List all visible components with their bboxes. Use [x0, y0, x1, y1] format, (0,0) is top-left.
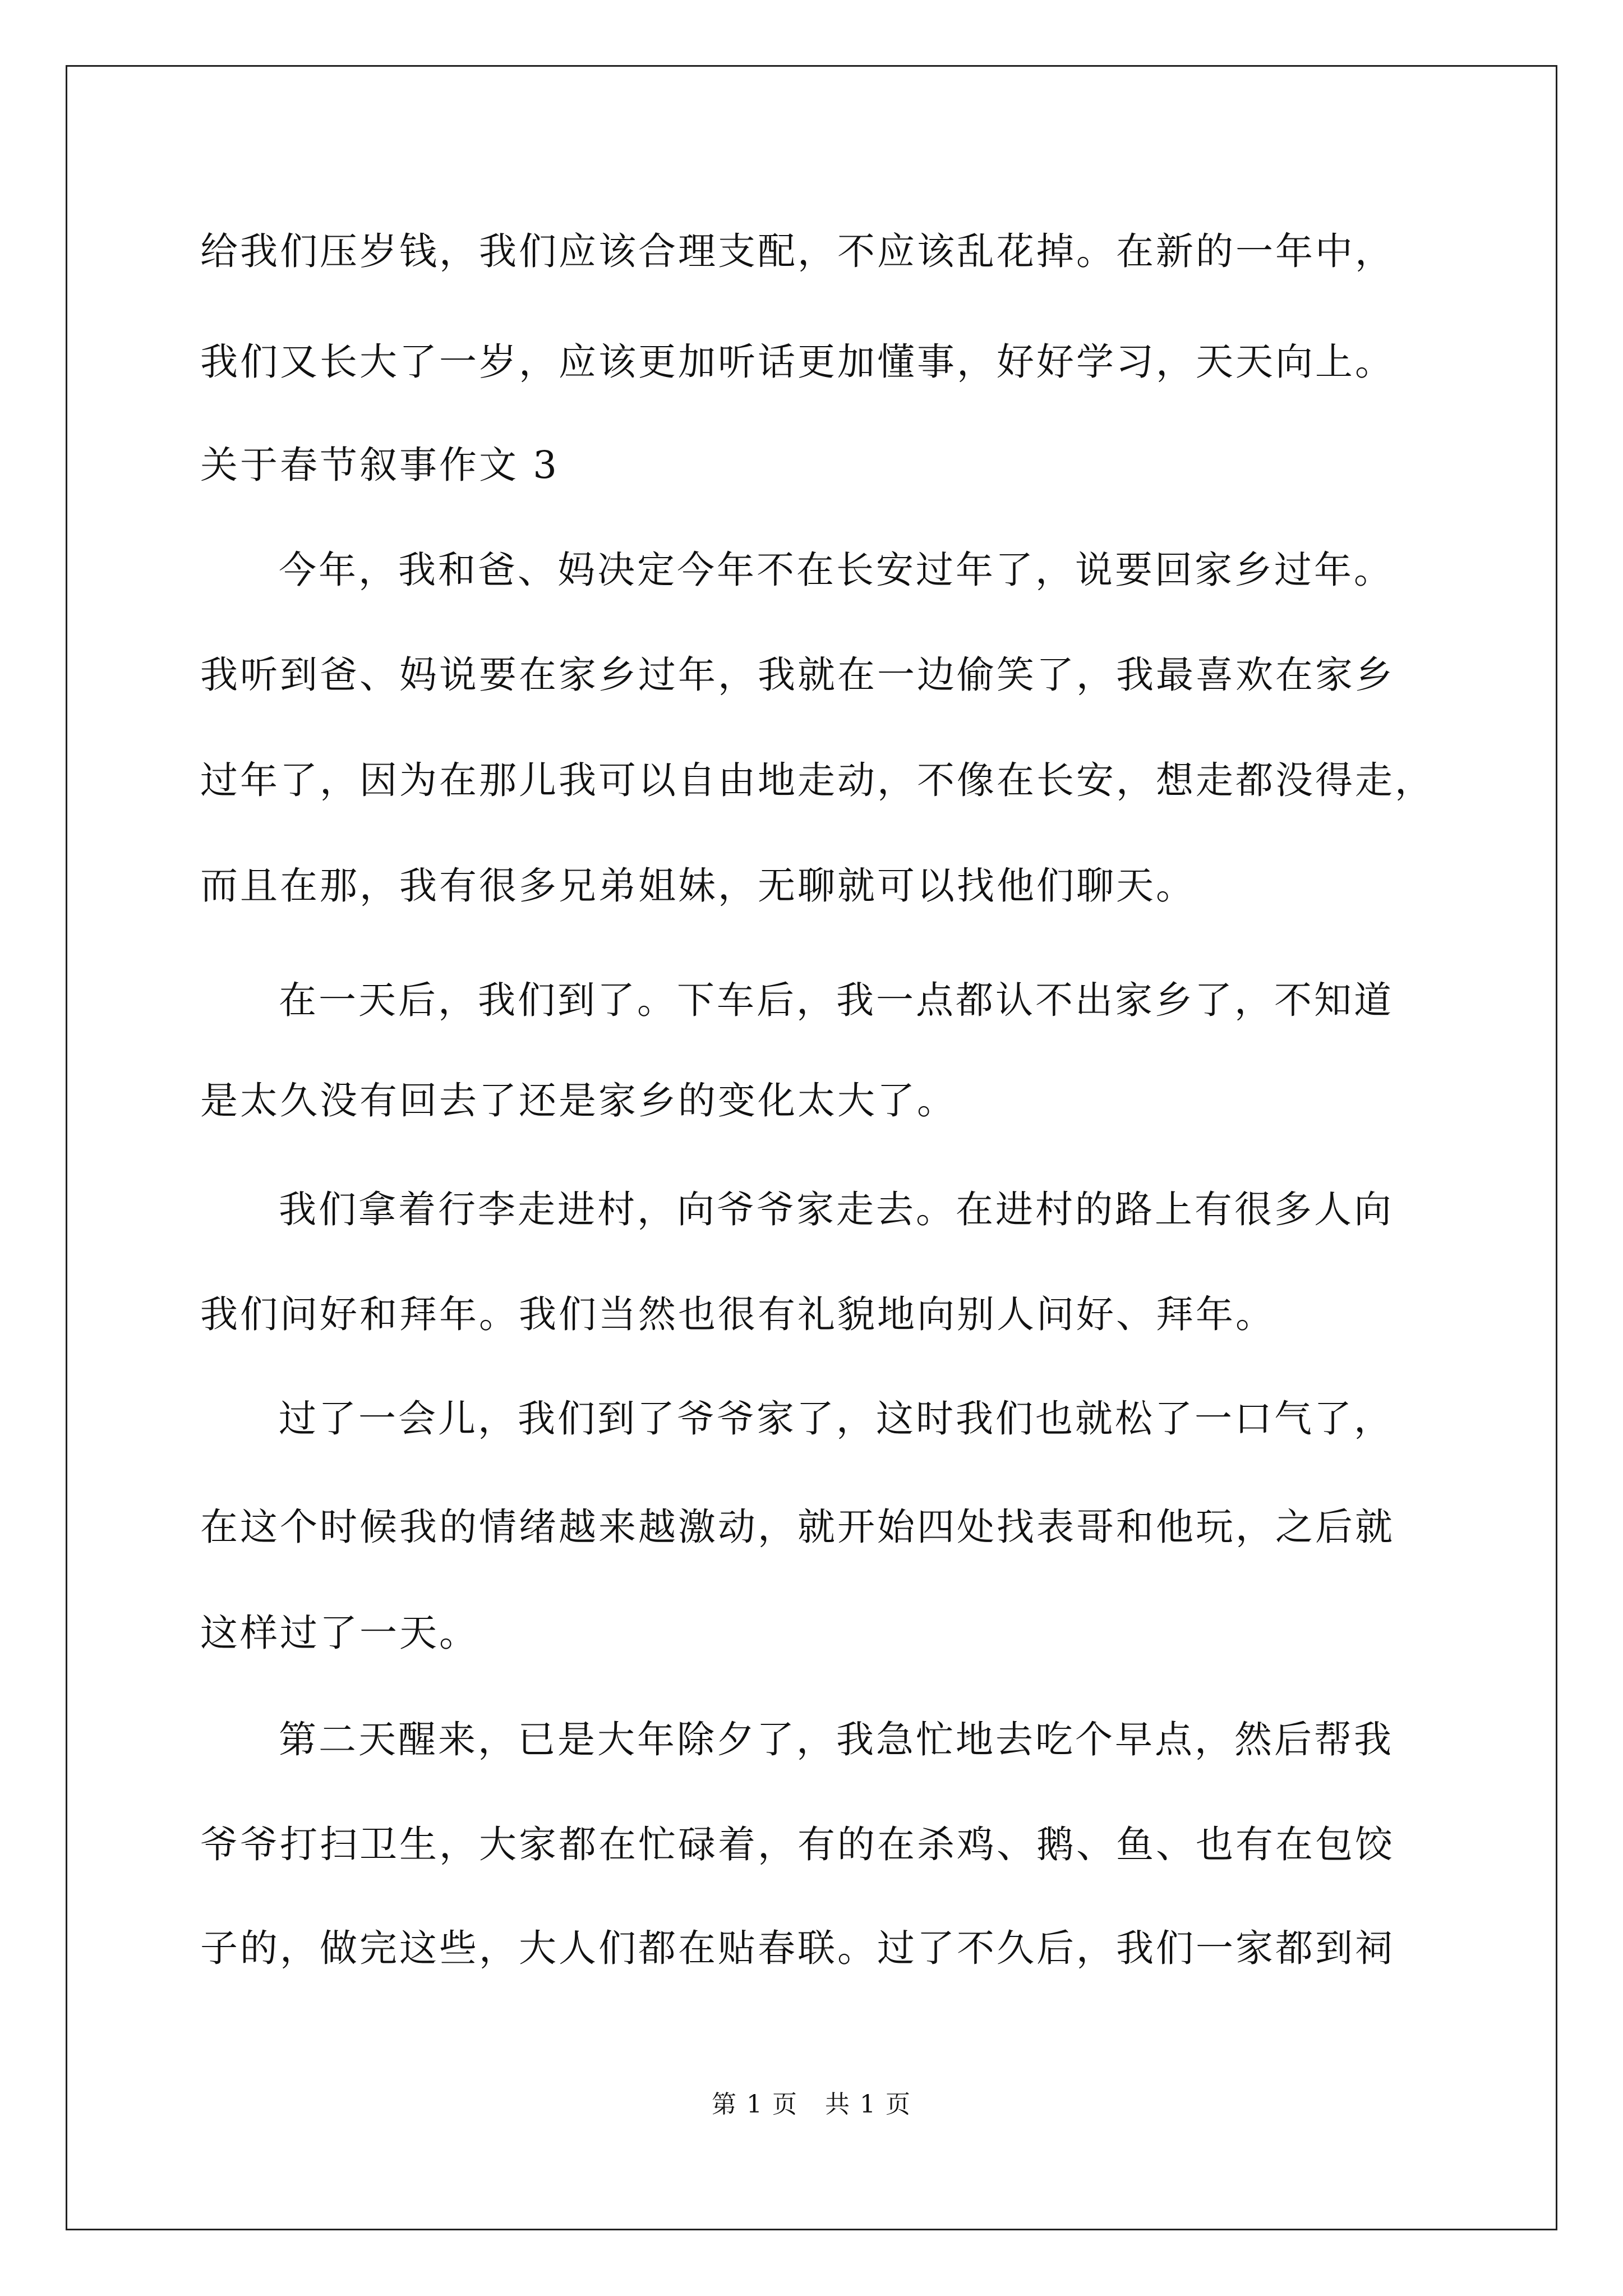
paragraph-first-line: 在一天后，我们到了。下车后，我一点都认不出家乡了，不知道: [279, 978, 1394, 1022]
body-line: 我们又长大了一岁，应该更加听话更加懂事，好好学习，天天向上。: [200, 340, 1395, 384]
body-line: 子的，做完这些，大人们都在贴春联。过了不久后，我们一家都到祠: [200, 1926, 1395, 1970]
body-line: 过年了，因为在那儿我可以自由地走动，不像在长安，想走都没得走，: [200, 758, 1435, 802]
paragraph-first-line: 今年，我和爸、妈决定今年不在长安过年了，说要回家乡过年。: [279, 548, 1394, 592]
page-border: [66, 65, 1557, 2230]
body-line: 爷爷打扫卫生，大家都在忙碌着，有的在杀鸡、鹅、鱼、也有在包饺: [200, 1823, 1395, 1866]
body-line: 我听到爸、妈说要在家乡过年，我就在一边偷笑了，我最喜欢在家乡: [200, 653, 1395, 697]
body-line: 而且在那，我有很多兄弟姐妹，无聊就可以找他们聊天。: [200, 864, 1196, 908]
body-line: 我们问好和拜年。我们当然也很有礼貌地向别人问好、拜年。: [200, 1292, 1275, 1336]
page-number: 第 1 页: [712, 2090, 799, 2119]
section-heading: 关于春节叙事作文 3: [200, 443, 559, 487]
page-footer: [0, 2088, 1623, 2122]
paragraph-first-line: 过了一会儿，我们到了爷爷家了，这时我们也就松了一口气了，: [279, 1397, 1394, 1441]
body-line: 是太久没有回去了还是家乡的变化太大了。: [200, 1079, 957, 1122]
body-line: 这样过了一天。: [200, 1611, 479, 1655]
paragraph-first-line: 第二天醒来，已是大年除夕了，我急忙地去吃个早点，然后帮我: [279, 1718, 1394, 1761]
body-line: 在这个时候我的情绪越来越激动，就开始四处找表哥和他玩，之后就: [200, 1505, 1395, 1549]
page-total: 共 1 页: [824, 2090, 911, 2119]
body-line: 给我们压岁钱，我们应该合理支配，不应该乱花掉。在新的一年中，: [200, 229, 1395, 273]
paragraph-first-line: 我们拿着行李走进村，向爷爷家走去。在进村的路上有很多人向: [279, 1188, 1394, 1231]
